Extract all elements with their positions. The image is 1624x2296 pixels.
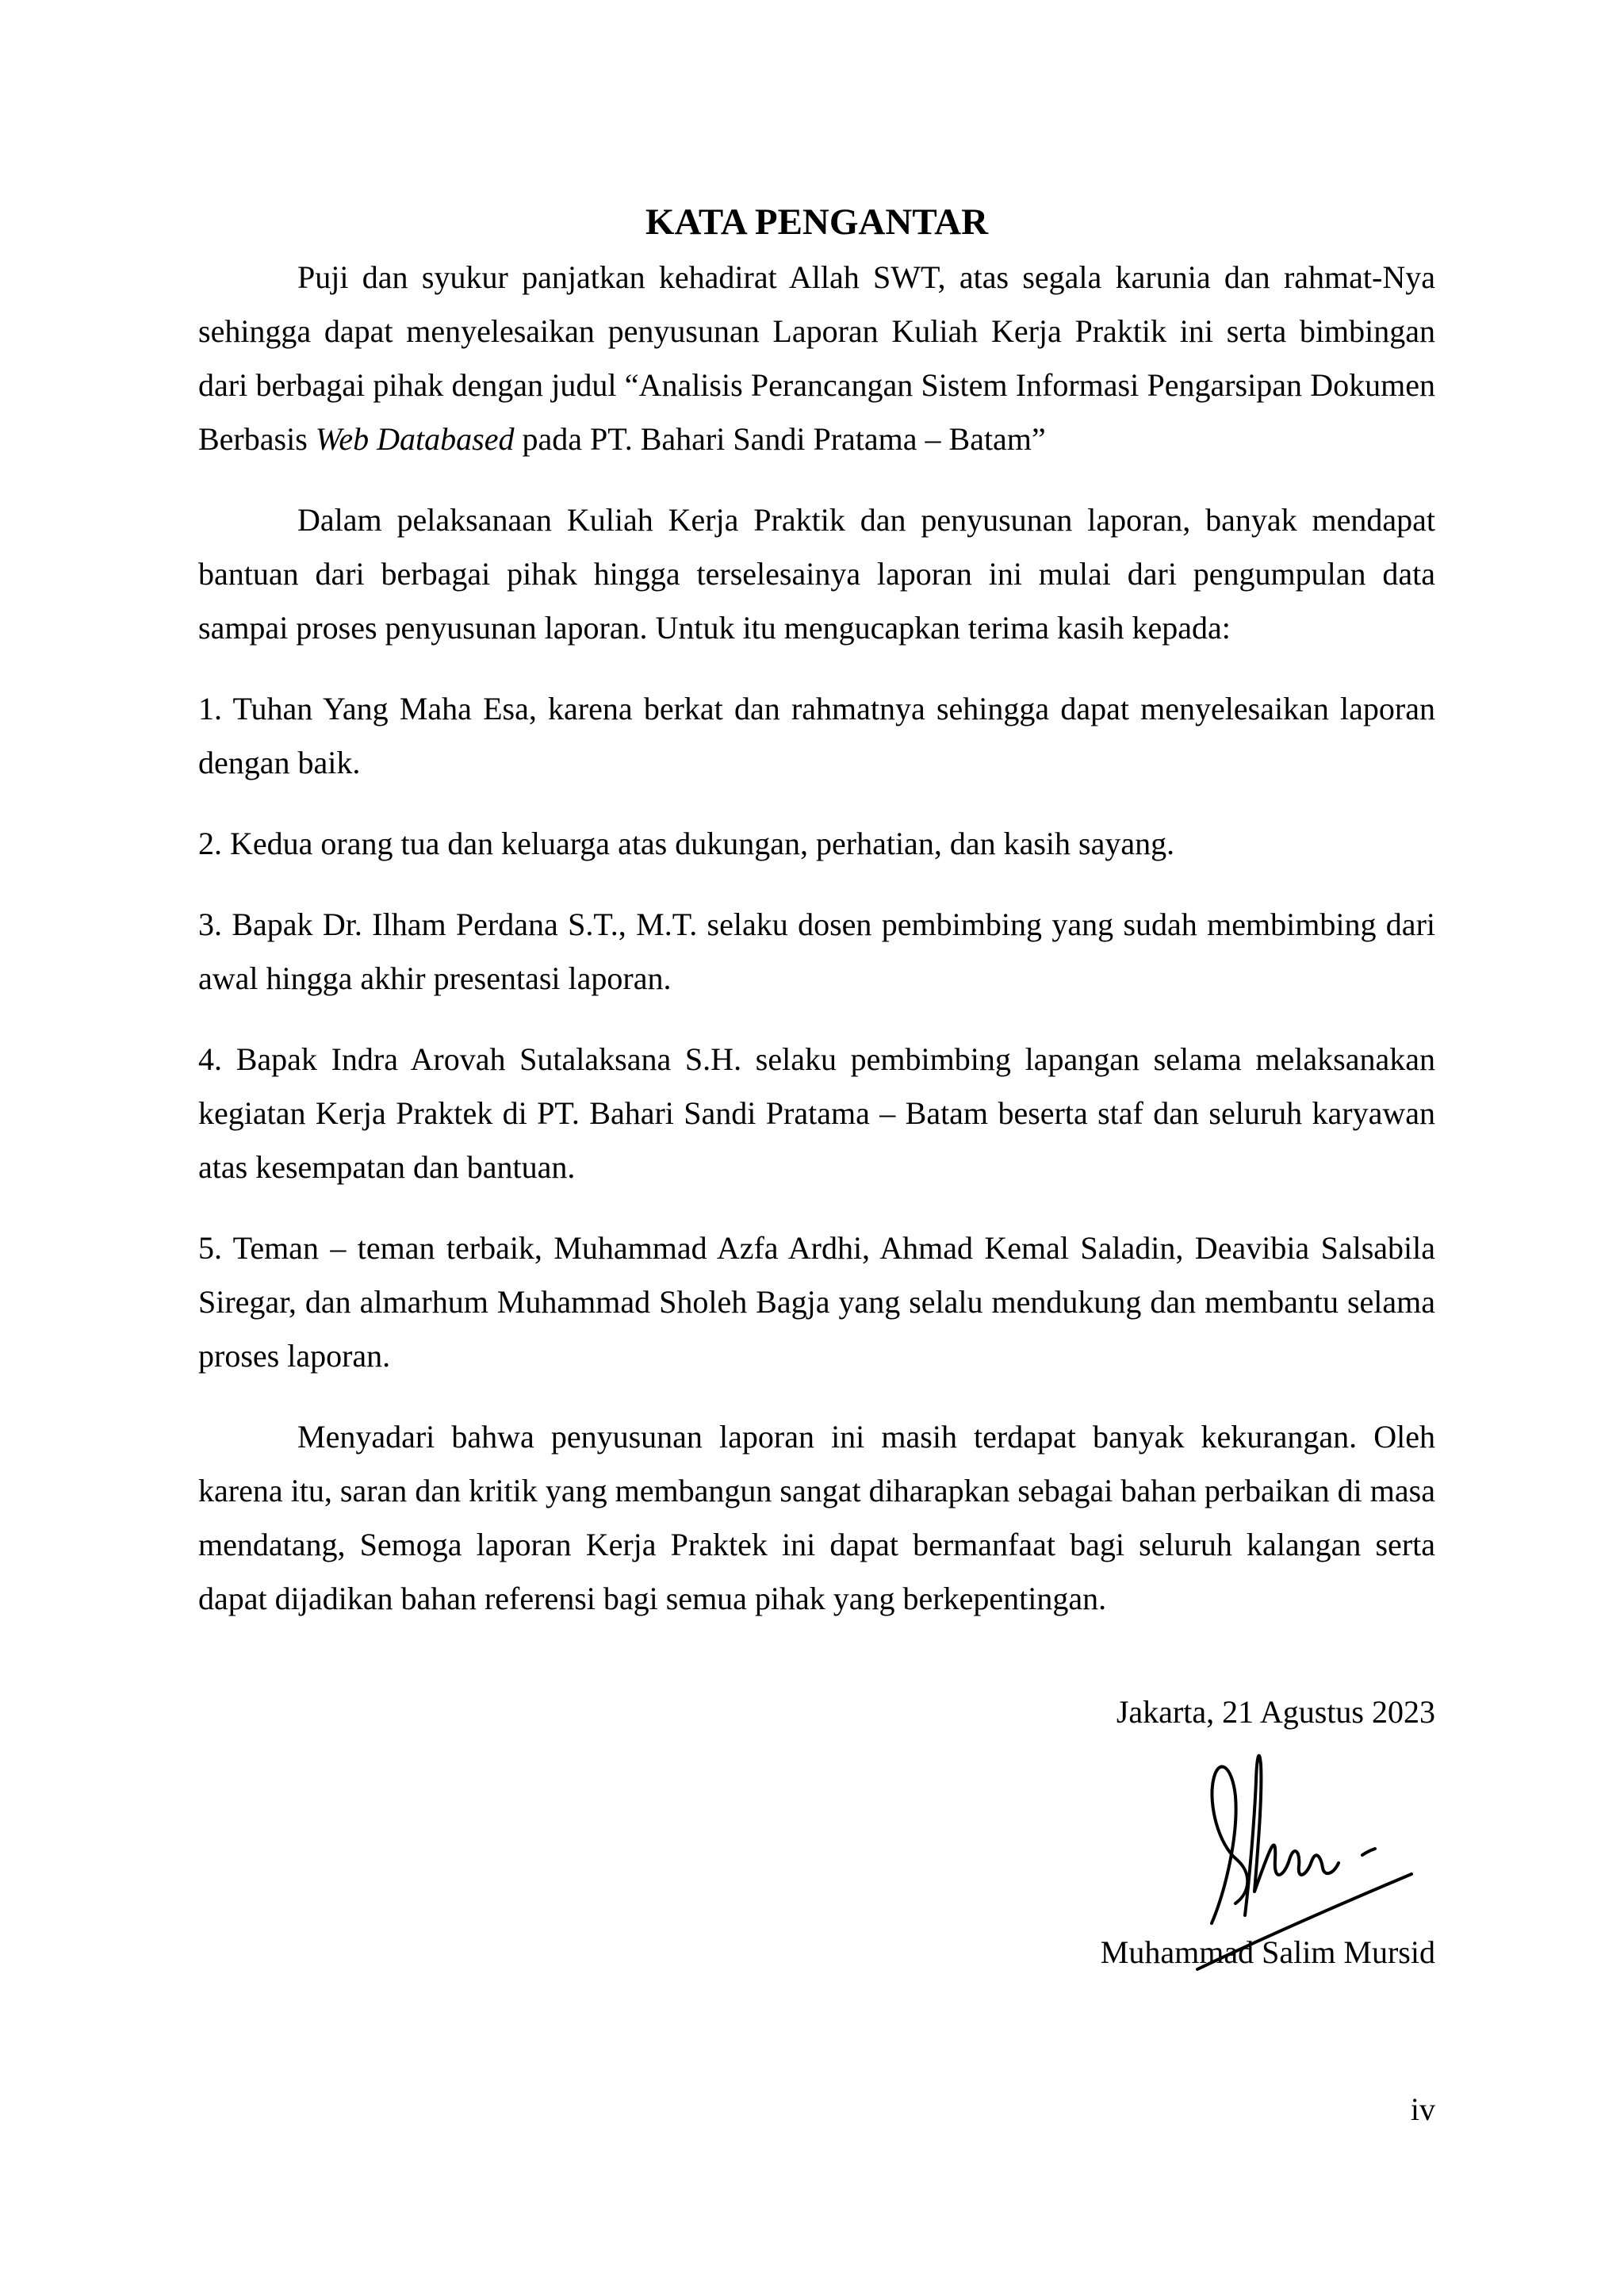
signer-name: Muhammad Salim Mursid	[1100, 1934, 1435, 1970]
acknowledgement-item: 3. Bapak Dr. Ilham Perdana S.T., M.T. selaku dosen pembimbing yang sudah membimbing dari awal hingga akhir presentasi laporan.	[198, 907, 1435, 996]
thanks-intro-paragraph: Dalam pelaksanaan Kuliah Kerja Praktik dan penyusunan laporan, banyak mendapat bantuan dari berbagai pihak hingga terselesainya laporan ini mulai dari pengumpulan data sampai proses penyusunan laporan. Untuk itu mengucapkan terima kasih kepada:	[198, 502, 1435, 646]
acknowledgement-item: 5. Teman – teman terbaik, Muhammad Azfa Ardhi, Ahmad Kemal Saladin, Deavibia Salsabila Siregar, dan almarhum Muhammad Sholeh Bagja yang selalu mendukung dan membantu selama proses laporan.	[198, 1230, 1435, 1374]
acknowledgement-item: 4. Bapak Indra Arovah Sutalaksana S.H. selaku pembimbing lapangan selama melaksanakan kegiatan Kerja Praktek di PT. Bahari Sandi Pratama – Batam beserta staf dan seluruh karyawan atas kesempatan dan bantuan.	[198, 1041, 1435, 1185]
acknowledgement-item: 2. Kedua orang tua dan keluarga atas dukungan, perhatian, dan kasih sayang.	[198, 826, 1175, 861]
intro-text-end: pada PT. Bahari Sandi Pratama – Batam”	[514, 421, 1046, 457]
intro-paragraph	[198, 251, 1435, 466]
intro-italic-term: Web Databased	[315, 421, 515, 457]
intro-text-start: Puji dan syukur panjatkan kehadirat Allah SWT, atas segala karunia dan rahmat-Nya sehingga dapat menyelesaikan penyusunan Laporan Kuliah Kerja Praktik ini serta bimbingan dari berbagai pihak dengan judul “Analisis Perancangan Sistem Informasi Pengarsipan Dokumen Berbasis	[198, 259, 1435, 457]
acknowledgement-item: 1. Tuhan Yang Maha Esa, karena berkat dan rahmatnya sehingga dapat menyelesaikan laporan dengan baik.	[198, 691, 1435, 780]
place-date: Jakarta, 21 Agustus 2023	[1116, 1694, 1435, 1730]
signature-block	[198, 1685, 1435, 1970]
page-number: iv	[1410, 2091, 1435, 2127]
document-body	[198, 200, 1435, 1653]
closing-paragraph: Menyadari bahwa penyusunan laporan ini masih terdapat banyak kekurangan. Oleh karena itu, saran dan kritik yang membangun sangat diharapkan sebagai bahan perbaikan di masa mendatang, Semoga laporan Kerja Praktek ini dapat bermanfaat bagi seluruh kalangan serta dapat dijadikan bahan referensi bagi semua pihak yang berkepentingan.	[198, 1419, 1435, 1616]
page-title: KATA PENGANTAR	[645, 201, 989, 243]
